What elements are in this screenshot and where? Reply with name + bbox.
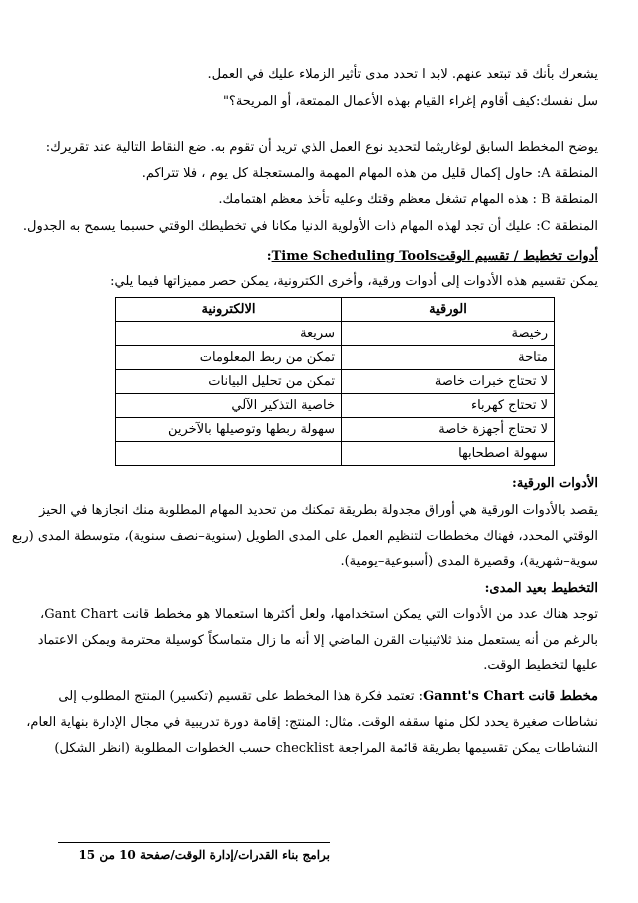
table-row bbox=[116, 322, 555, 346]
table-cell: تمكن من تحليل البيانات bbox=[116, 370, 342, 394]
table-cell: سهولة اصطحابها bbox=[342, 442, 555, 466]
zone-c-line: المنطقة C: عليك أن تجد لهذه المهام ذات الأولوية الدنيا مكانا في تخطيطك الوقتي حسبما يسمح به الجدول. bbox=[22, 219, 598, 234]
gantt-line-1-text: : تعتمد فكرة هذا المخطط على تقسيم (تكسير) المنتج المطلوب إلى bbox=[58, 689, 424, 704]
table-cell bbox=[116, 442, 342, 466]
tools-heading bbox=[40, 248, 598, 266]
footer-divider bbox=[58, 842, 330, 843]
table-row bbox=[116, 418, 555, 442]
paper-tools-line-3: سوية–شهرية)، وقصيرة المدى (أسبوعية–يومية). bbox=[340, 554, 598, 569]
gantt-line-2: نشاطات صغيرة يحدد لكل منها سقفه الوقت. مثال: المنتج: إقامة دورة تدريبية في مجال الإدارة بنهاية العام، bbox=[26, 715, 598, 730]
tools-heading-arabic: أدوات تخطيط / تقسيم الوقت bbox=[437, 249, 598, 264]
table-cell: سريعة bbox=[116, 322, 342, 346]
page-footer: برامج بناء القدرات/إدارة الوقت/صفحة 10 من 15 bbox=[78, 848, 330, 862]
paper-tools-line-2: الوقتي المحدد، فهناك مخططات لتنظيم العمل على المدى الطويل (سنوية–نصف سنوية)، متوسطة المدى (ربع bbox=[11, 529, 598, 544]
table-row bbox=[116, 442, 555, 466]
long-term-line-1: توجد هناك عدد من الأدوات التي يمكن استخدامها، ولعل أكثرها استعمالا هو مخطط قانت Gant Chart، bbox=[40, 607, 598, 622]
long-term-line-2: بالرغم من أنه يستعمل منذ ثلاثينيات القرن الماضي إلا أنه ما زال متماسكاً كوسيلة محترمة ويمكن الاعتماد bbox=[37, 633, 598, 648]
table-cell: متاحة bbox=[342, 346, 555, 370]
table-row bbox=[116, 370, 555, 394]
table-cell: لا تحتاج خبرات خاصة bbox=[342, 370, 555, 394]
zone-b-line: المنطقة B : هذه المهام تشغل معظم وقتك وعليه تأخذ معظم اهتمامك. bbox=[218, 192, 598, 207]
gantt-line-1 bbox=[58, 688, 598, 706]
table-cell: تمكن من ربط المعلومات bbox=[116, 346, 342, 370]
gantt-line-3: النشاطات يمكن تقسيمها بطريقة قائمة المراجعة checklist حسب الخطوات المطلوبة (انظر الشكل) bbox=[54, 741, 598, 756]
paper-tools-heading: الأدوات الورقية: bbox=[512, 476, 598, 491]
tools-heading-english: Time Scheduling Tools bbox=[271, 249, 438, 264]
intro-line-1: يشعرك بأنك قد تبتعد عنهم. لابد ا تحدد مدى تأثير الزملاء عليك في العمل. bbox=[207, 67, 598, 82]
header-paper: الورقية bbox=[342, 298, 555, 322]
gantt-heading-english: Gannt's Chart bbox=[423, 689, 525, 704]
table-cell: لا تحتاج أجهزة خاصة bbox=[342, 418, 555, 442]
header-electronic: الالكترونية bbox=[116, 298, 342, 322]
table-row bbox=[116, 394, 555, 418]
table-header-row bbox=[116, 298, 555, 322]
gantt-heading-arabic: مخطط قانت bbox=[528, 689, 598, 704]
table-cell: رخيصة bbox=[342, 322, 555, 346]
paper-tools-line-1: يقصد بالأدوات الورقية هي أوراق مجدولة بطريقة تمكنك من تحديد المهام المطلوبة منك انجازها في الحيز bbox=[39, 503, 598, 518]
table-row bbox=[116, 346, 555, 370]
zone-a-line: المنطقة A: حاول إكمال قليل من هذه المهام المهمة والمستعجلة كل يوم ، فلا تتراكم. bbox=[141, 166, 598, 181]
tools-comparison-table bbox=[115, 297, 555, 466]
tools-intro-line: يمكن تقسيم هذه الأدوات إلى أدوات ورقية، وأخرى الكترونية، يمكن حصر مميزاتها فيما يلي: bbox=[110, 274, 598, 289]
table-cell: لا تحتاج كهرباء bbox=[342, 394, 555, 418]
tools-heading-colon: : bbox=[266, 249, 272, 264]
long-term-heading: التخطيط بعيد المدى: bbox=[484, 581, 598, 596]
table-cell: سهولة ربطها وتوصيلها بالآخرين bbox=[116, 418, 342, 442]
plan-intro-line: يوضح المخطط السابق لوغاريثما لتحديد نوع العمل الذي تريد أن تقوم به. ضع النقاط التالية عند تقريرك: bbox=[45, 140, 598, 155]
table-cell: خاصية التذكير الآلي bbox=[116, 394, 342, 418]
long-term-line-3: عليها لتخطيط الوقت. bbox=[483, 658, 598, 673]
intro-line-2: سل نفسك:كيف أقاوم إغراء القيام بهذه الأعمال الممتعة، أو المريحة؟" bbox=[222, 94, 598, 109]
